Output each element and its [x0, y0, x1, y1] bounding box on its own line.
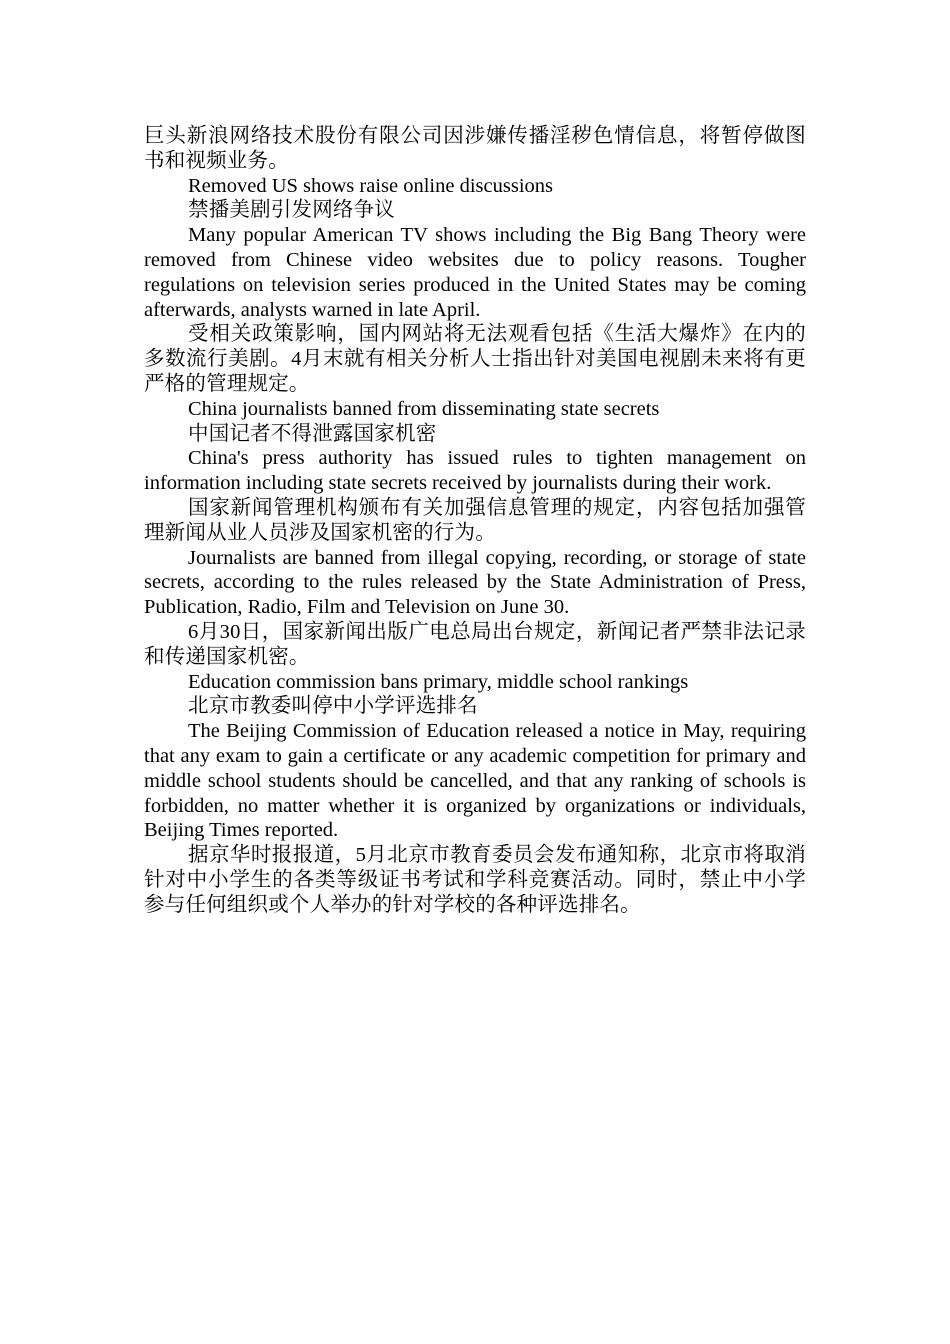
- paragraph-education-en: The Beijing Commission of Education released a notice in May, requiring that any exam to gain a certificate or any academic competition for primary and middle school students should be cancelled, and that any ranking of schools is forbidden, no matter whether it is organized by organizations or individuals, Beijing Times reported.: [144, 720, 806, 842]
- paragraph-us-shows-en: Many popular American TV shows including the Big Bang Theory were removed from Chinese video websites due to policy reasons. Tougher regulations on television series produced in the United States may be coming afterwards, analysts warned in late April.: [144, 224, 806, 321]
- document-page: [144, 124, 806, 918]
- heading-removed-us-shows-en: Removed US shows raise online discussions: [188, 174, 553, 197]
- paragraph-us-shows-zh: 受相关政策影响，国内网站将无法观看包括《生活大爆炸》在内的多数流行美剧。4月末就有相关分析人士指出针对美国电视剧未来将有更严格的管理规定。: [144, 323, 806, 395]
- paragraph-sina-continuation: 巨头新浪网络技术股份有限公司因涉嫌传播淫秽色情信息，将暂停做图书和视频业务。: [144, 125, 806, 172]
- heading-removed-us-shows-zh: 禁播美剧引发网络争议: [188, 199, 395, 222]
- paragraph-press-authority-zh: 国家新闻管理机构颁布有关加强信息管理的规定，内容包括加强管理新闻从业人员涉及国家机密的行为。: [144, 496, 806, 544]
- heading-education-zh: 北京市教委叫停中小学评选排名: [188, 695, 478, 718]
- paragraph-education-zh: 据京华时报报道，5月北京市教育委员会发布通知称，北京市将取消针对中小学生的各类等级证书考试和学科竞赛活动。同时，禁止中小学参与任何组织或个人举办的针对学校的各种评选排名。: [144, 844, 806, 916]
- paragraph-press-authority-en: China's press authority has issued rules to tighten management on information including state secrets received by journalists during their work.: [144, 447, 806, 495]
- paragraph-journalists-banned-en: Journalists are banned from illegal copying, recording, or storage of state secrets, according to the rules released by the State Administration of Press, Publication, Radio, Film and Television on June 30.: [144, 546, 806, 619]
- heading-journalists-en: China journalists banned from disseminating state secrets: [188, 397, 660, 420]
- heading-journalists-zh: 中国记者不得泄露国家机密: [188, 422, 437, 445]
- heading-education-en: Education commission bans primary, middle school rankings: [188, 670, 689, 693]
- paragraph-journalists-banned-zh: 6月30日，国家新闻出版广电总局出台规定，新闻记者严禁非法记录和传递国家机密。: [144, 620, 806, 668]
